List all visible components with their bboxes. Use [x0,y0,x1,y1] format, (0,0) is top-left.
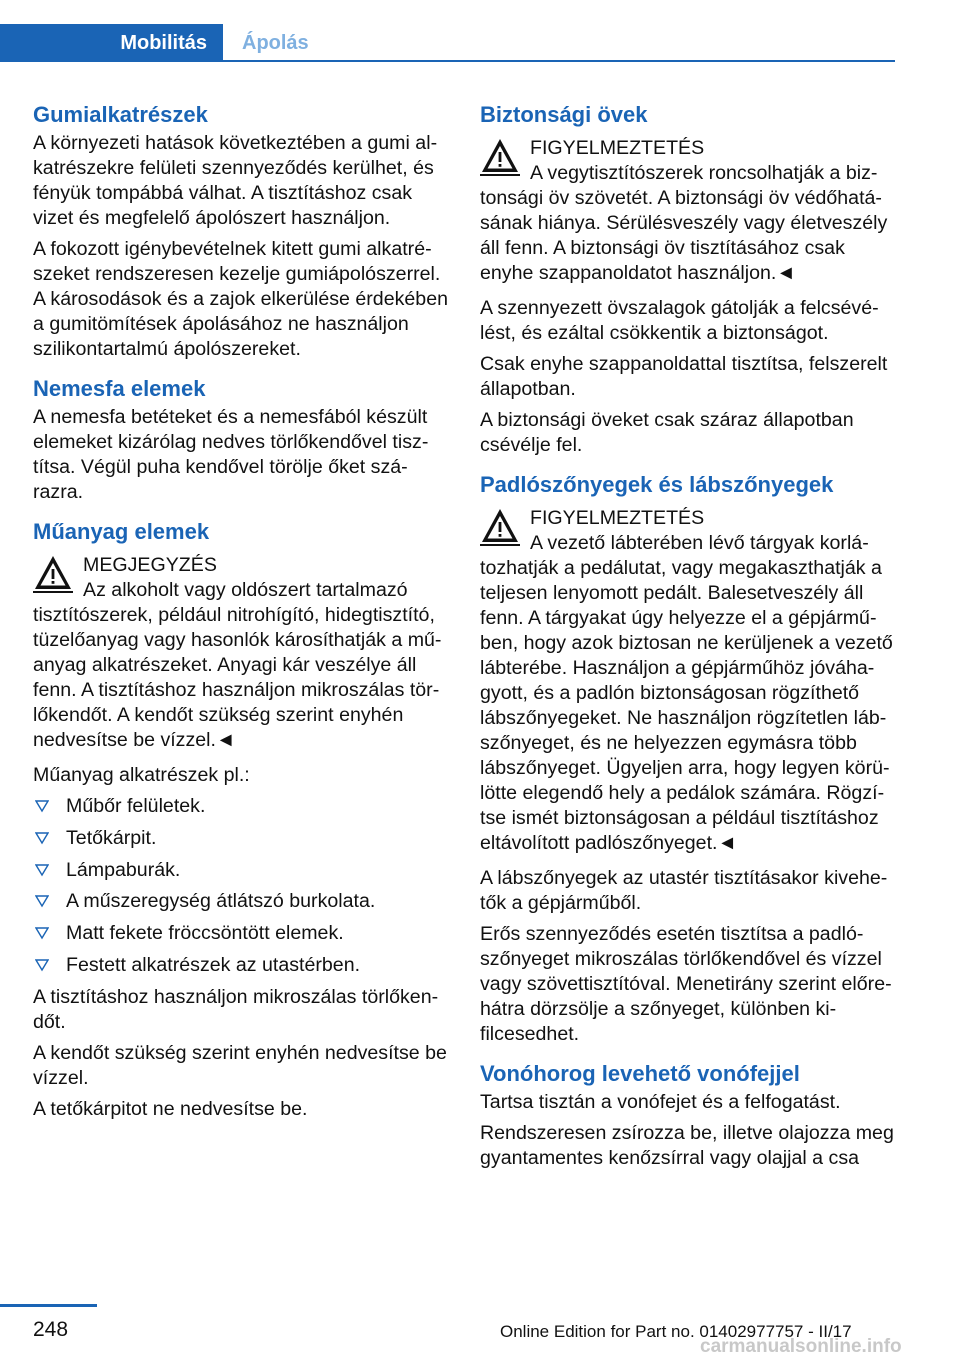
list-item [33,794,451,819]
list-item-label: Tetőkárpit. [66,826,157,849]
bullet-triangle-icon [35,926,49,940]
list-item-label: Matt fekete fröccsöntött elemek. [66,922,344,945]
section-title: Gumialkatrészek [33,102,208,127]
list-item-label: Festett alkatrészek az utastérben. [66,953,361,976]
section-gumialkatreszek [33,102,451,362]
warning-text: A vezető lábterében lévő tárgyak korlátozhatják a pedálutat, vagy megakaszthatják a teljesen lenyomott pedált. Balesetveszély áll fenn. A tárgyakat úgy helyezze el a gépjárműben, hogy azok biztosan ne kerüljenek a vezető lábterébe. Használjon a gépjárműhöz jóváhagyott, és a padlón biztonságosan rögzíthető lábszőnyegeket. Ne használjon rögzítetlen lábszőnyeget, és ne helyezzen egymásra több lábszőnyeget. Ügyeljen arra, hogy legyen körülötte elegendő hely a pedálok számára. Rögzítse ismét biztonságosan a például tisztításhoz eltávolított padlószőnyeget.◄ [480,532,893,854]
paragraph: Csak enyhe szappanoldattal tisztítsa, felszerelt állapotban. [480,353,888,400]
warning-box [480,136,896,286]
footer-divider [0,1304,97,1307]
paragraph: A tetőkárpitot ne nedvesítse be. [33,1097,308,1120]
section-biztonsagi-ovek [480,102,896,458]
paragraph: Rendszeresen zsírozza be, illetve olajozza meg gyantamentes kenőzsírral vagy olajjal a csa [480,1122,894,1169]
section-title: Biztonsági övek [480,102,648,127]
warning-text: A vegytisztítószerek roncsolhatják a biztonsági öv szövetét. A biztonsági öv védőhatásának hiánya. Sérülésveszély vagy életveszély áll fenn. A biztonsági öv tisztításához csak enyhe szappanoldatot használjon.◄ [480,162,888,284]
bullet-triangle-icon [35,831,49,845]
edition-note: Online Edition for Part no. 01402977757 - II/17 [500,1322,852,1341]
bullet-triangle-icon [35,894,49,908]
paragraph: A nemesfa betéteket és a nemesfából készült elemeket kizárólag nedves törlőkendővel tisztítsa. Végül puha kendővel törölje őket szárazra. [33,406,429,503]
warning-label: FIGYELMEZTETÉS [530,507,705,529]
section-nemesfa [33,376,451,505]
watermark: carmanualsonline.info [700,1336,902,1357]
section-title: Műanyag elemek [33,519,210,544]
paragraph: A fokozott igénybevételnek kitett gumi alkatrészeket rendszeresen kezelje gumiápolószerrel. A károsodások és a zajok elkerülése érdekében a gumitömítések ápolásához ne használjon szilikontartalmú ápolószereket. [33,238,448,360]
list-item-label: Lámpaburák. [66,858,181,881]
section-muanyag [33,519,451,1122]
right-column [480,102,896,1185]
section-title: Nemesfa elemek [33,376,206,401]
notice-label: MEGJEGYZÉS [83,554,217,576]
notice-text: Az alkoholt vagy oldószert tartalmazó tisztítószerek, például nitrohígító, hidegtisztító, tüzelőanyag vagy hasonlók károsíthatják a műanyag alkatrészeket. Anyagi kár veszélye áll fenn. A tisztításhoz használjon mikroszálas törlőkendőt. A kendőt szükség szerint enyhén nedvesítse be vízzel.◄ [33,579,442,751]
paragraph: Műanyag alkatrészek pl.: [33,764,250,786]
tab-apolas[interactable]: Ápolás [242,31,309,54]
paragraph: A kendőt szükség szerint enyhén nedvesítse be vízzel. [33,1041,447,1089]
list-item-label: Műbőr felületek. [66,795,206,817]
paragraph: A szennyezett övszalagok gátolják a felcsévélést, és ezáltal csökkentik a biztonságot. [480,297,879,344]
list-item-label: A műszeregység átlátszó burkolata. [66,890,376,913]
list-item [33,826,451,851]
tab-mobilitas[interactable]: Mobilitás [0,24,223,62]
header-divider [0,60,895,62]
notice-box [33,553,451,753]
section-title: Vonóhorog levehető vonófejjel [480,1061,800,1086]
plastic-parts-list [33,794,451,978]
list-item [33,889,451,914]
paragraph: Tartsa tisztán a vonófejet és a felfogatást. [480,1091,841,1113]
list-item [33,953,451,978]
paragraph: A környezeti hatások következtében a gumi alkatrészekre felületi szennyeződés kerülhet, és fényük tompábbá válhat. A tisztításhoz csak vizet és megfelelő ápolószert használjon. [33,132,438,229]
warning-box [480,506,896,856]
left-column [33,102,451,1136]
bullet-triangle-icon [35,863,49,877]
page-number: 248 [33,1318,69,1341]
page-header [0,0,895,62]
warning-label: FIGYELMEZTETÉS [530,137,705,159]
list-item [33,858,451,883]
warning-triangle-icon [480,506,520,546]
bullet-triangle-icon [35,958,49,972]
paragraph: A tisztításhoz használjon mikroszálas törlőkendőt. [33,985,439,1033]
paragraph: Erős szennyeződés esetén tisztítsa a padlószőnyeget mikroszálas törlőkendővel és vízzel vagy szövettisztítóval. Menetirány szerint előre-hátra dörzsölje a szőnyeget, különben kifilcesedhet. [480,923,892,1045]
list-item [33,921,451,946]
bullet-triangle-icon [35,799,49,813]
warning-triangle-icon [33,553,73,593]
paragraph: A biztonsági öveket csak száraz állapotban csévélje fel. [480,409,854,456]
warning-triangle-icon [480,136,520,176]
section-vonohorog [480,1061,896,1171]
section-title: Padlószőnyegek és lábszőnyegek [480,472,834,497]
section-padloszonyegek [480,472,896,1047]
paragraph: A lábszőnyegek az utastér tisztításakor kivehetők a gépjárműből. [480,867,888,914]
